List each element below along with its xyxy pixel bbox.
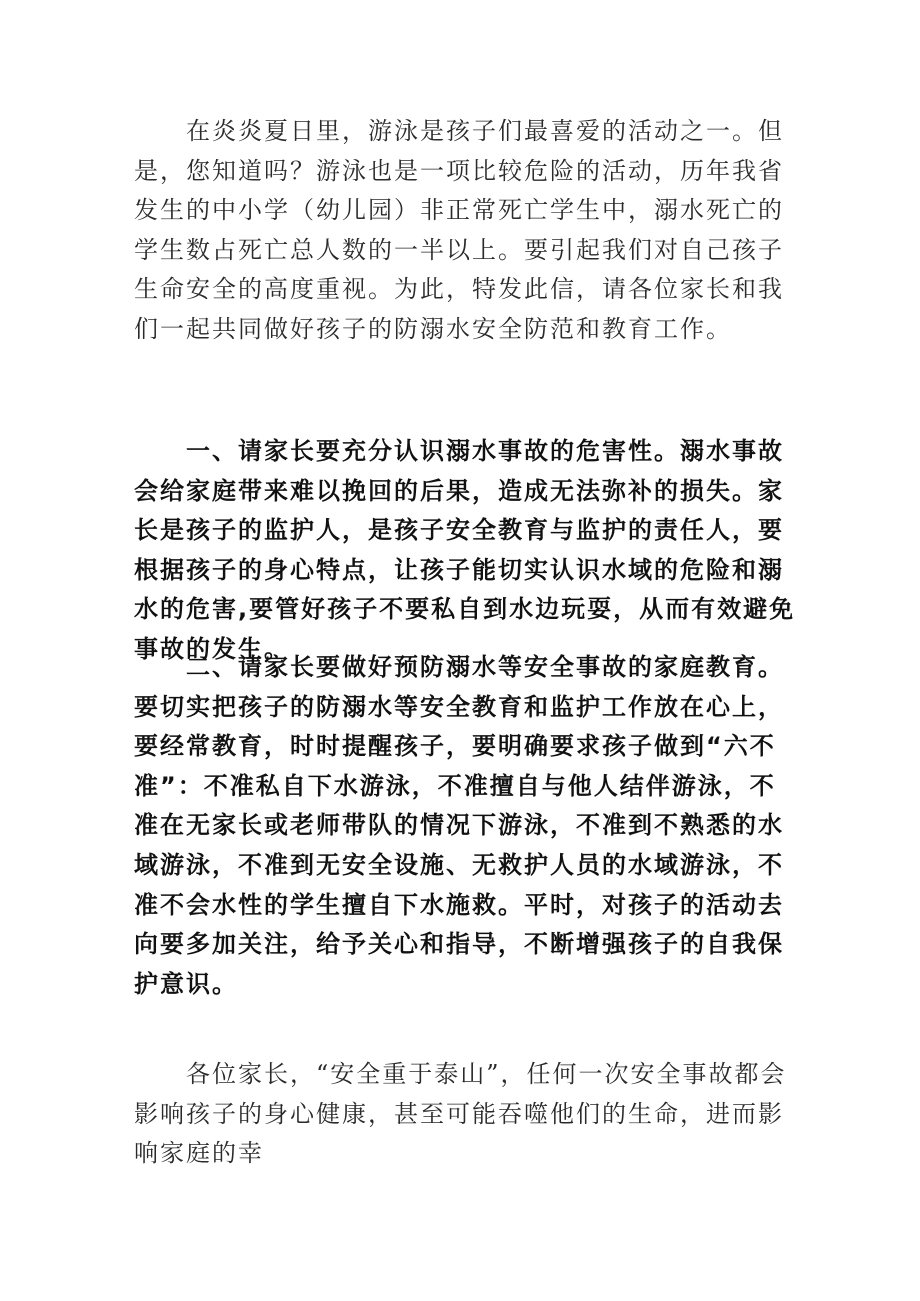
paragraph-intro: 在炎炎夏日里，游泳是孩子们最喜爱的活动之一。但是，您知道吗？游泳也是一项比较危险的活动，历年我省发生的中小学（幼儿园）非正常死亡学生中，溺水死亡的学生数占死亡总人数的一半以上。要引起我们对自己孩子生命安全的高度重视。为此，特发此信，请各位家长和我们一起共同做好孩子的防溺水安全防范和教育工作。 xyxy=(134,117,784,343)
paragraph-closing: 各位家长，“安全重于泰山”，任何一次安全事故都会影响孩子的身心健康，甚至可能吞噬他们的生命，进而影响家庭的幸 xyxy=(134,1060,787,1168)
paragraph-point-two: 二、请家长要做好预防溺水等安全事故的家庭教育。要切实把孩子的防溺水等安全教育和监护工作放在心上，要经常教育，时时提醒孩子，要明确要求孩子做到“六不准”：不准私自下水游泳，不准擅自与他人结伴游泳，不准在无家长或老师带队的情况下游泳，不准到不熟悉的水域游泳，不准到无安全设施、无救护人员的水域游泳，不准不会水性的学生擅自下水施救。平时，对孩子的活动去向要多加关注，给予关心和指导，不断增强孩子的自我保护意识。 xyxy=(134,653,784,998)
paragraph-point-one: 一、请家长要充分认识溺水事故的危害性。溺水事故会给家庭带来难以挽回的后果，造成无法弥补的损失。家长是孩子的监护人，是孩子安全教育与监护的责任人，要根据孩子的身心特点，让孩子能切实认识水域的危险和溺水的危害,要管好孩子不要私自到水边玩耍，从而有效避免事故的发生。 xyxy=(134,437,796,663)
